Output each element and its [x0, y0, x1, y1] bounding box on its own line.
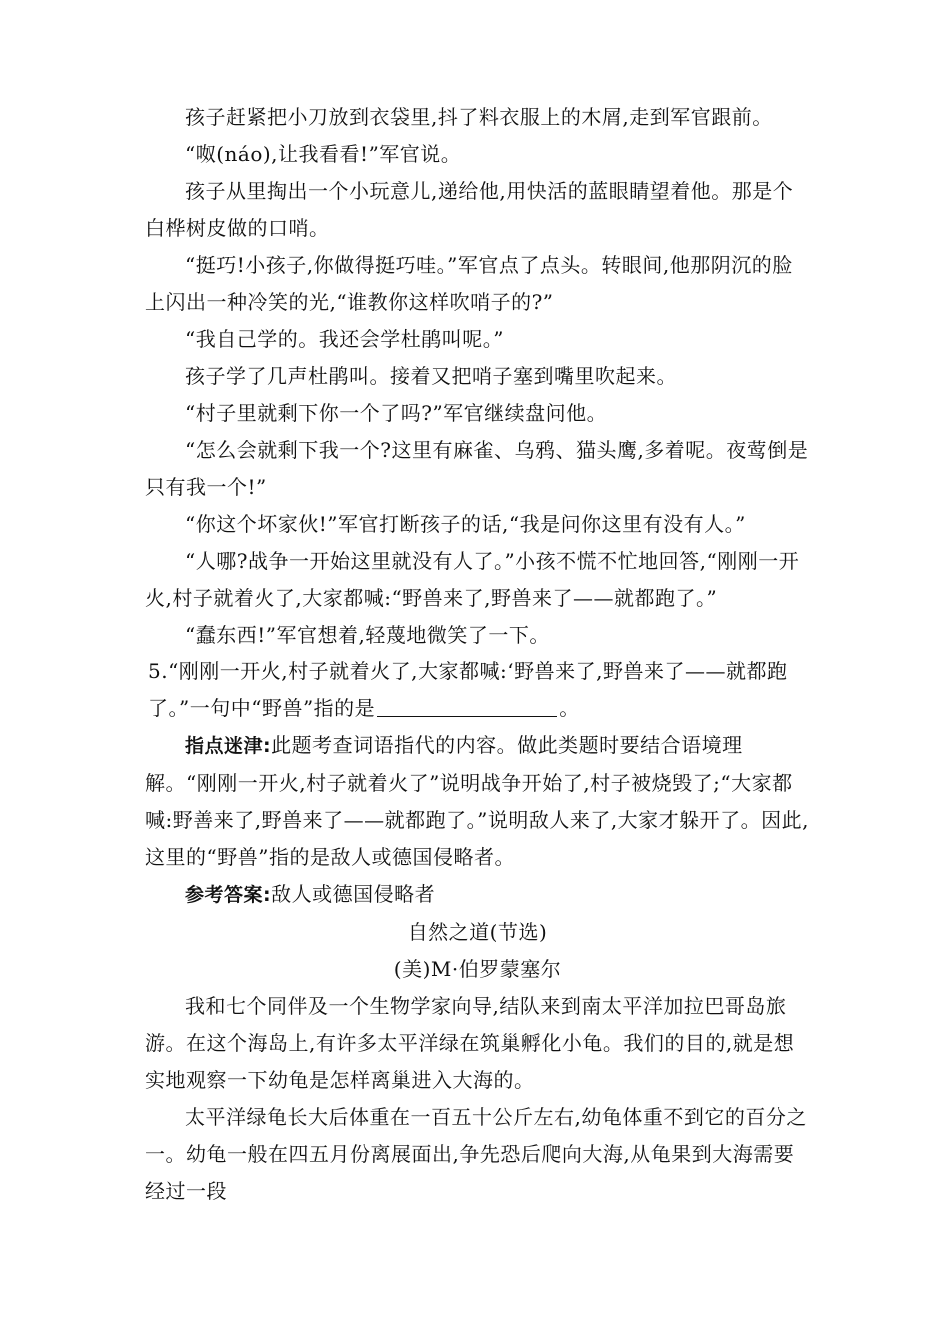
answer-text: 敌人或德国侵略者	[271, 882, 436, 906]
article-title: 自然之道(节选)	[407, 920, 548, 944]
article-paragraph: 我和七个同伴及一个生物学家向导,结队来到南太平洋加拉巴哥岛旅游。在这个海岛上,有许多太平洋绿在筑巢孵化小龟。我们的目的,就是想实地观察一下幼龟是怎样离巢进入大海的。	[145, 994, 795, 1092]
story-excerpt	[145, 99, 810, 654]
question-5	[148, 653, 813, 727]
story-paragraph: “我自己学的。我还会学杜鹃叫呢。”	[185, 327, 504, 351]
story-paragraph: “挺巧!小孩子,你做得挺巧哇。”军官点了点头。转眼间,他那阴沉的脸上闪出一种冷笑的光,“谁教你这样吹哨子的?”	[145, 253, 793, 314]
story-paragraph: 孩子从里掏出一个小玩意儿,递给他,用快活的蓝眼睛望着他。那是个白桦树皮做的口哨。	[145, 179, 794, 240]
story-paragraph: “村子里就剩下你一个了吗?”军官继续盘问他。	[185, 401, 608, 425]
answer-blank	[377, 694, 557, 717]
story-paragraph: “怎么会就剩下我一个?这里有麻雀、乌鸦、猫头鹰,多着呢。夜莺倒是只有我一个!”	[145, 438, 809, 499]
story-paragraph: 孩子学了几声杜鹃叫。接着又把哨子塞到嘴里吹起来。	[185, 364, 677, 388]
hint-label: 指点迷津:	[185, 735, 272, 757]
story-paragraph: “你这个坏家伙!”军官打断孩子的话,“我是问你这里有没有人。”	[185, 512, 746, 536]
story-paragraph: “呶(náo),让我看看!”军官说。	[185, 142, 462, 166]
story-paragraph: “蠢东西!”军官想着,轻蔑地微笑了一下。	[185, 623, 550, 647]
article-author: (美)M·伯罗蒙塞尔	[393, 957, 562, 981]
story-paragraph: “人哪?战争一开始这里就没有人了。”小孩不慌不忙地回答,“刚刚一开火,村子就着火了,大家都喊:“野兽来了,野兽来了——就都跑了。”	[145, 549, 800, 610]
hint-section	[145, 727, 810, 1210]
question-text: 5.“刚刚一开火,村子就着火了,大家都喊:‘野兽来了,野兽来了——就都跑了。”一句中“野兽”指的是	[148, 659, 788, 720]
article-paragraph: 太平洋绿龟长大后体重在一百五十公斤左右,幼龟体重不到它的百分之一。幼龟一般在四五月份离展面出,争先恐后爬向大海,从龟果到大海需要经过一段	[145, 1105, 807, 1203]
answer-label: 参考答案:	[185, 884, 272, 906]
hint-text: 此题考查词语指代的内容。做此类题时要结合语境理解。“刚刚一开火,村子就着火了”说明战争开始了,村子被烧毁了;“大家都喊:野善来了,野兽来了——就都跑了。”说明敌人来了,大家才躲开了。因此,这里的“野兽”指的是敌人或德国侵略者。	[145, 733, 810, 869]
reference-answer	[145, 876, 810, 914]
question-end: 。	[559, 696, 580, 720]
story-paragraph: 孩子赶紧把小刀放到衣袋里,抖了料衣服上的木屑,走到军官跟前。	[185, 105, 773, 129]
